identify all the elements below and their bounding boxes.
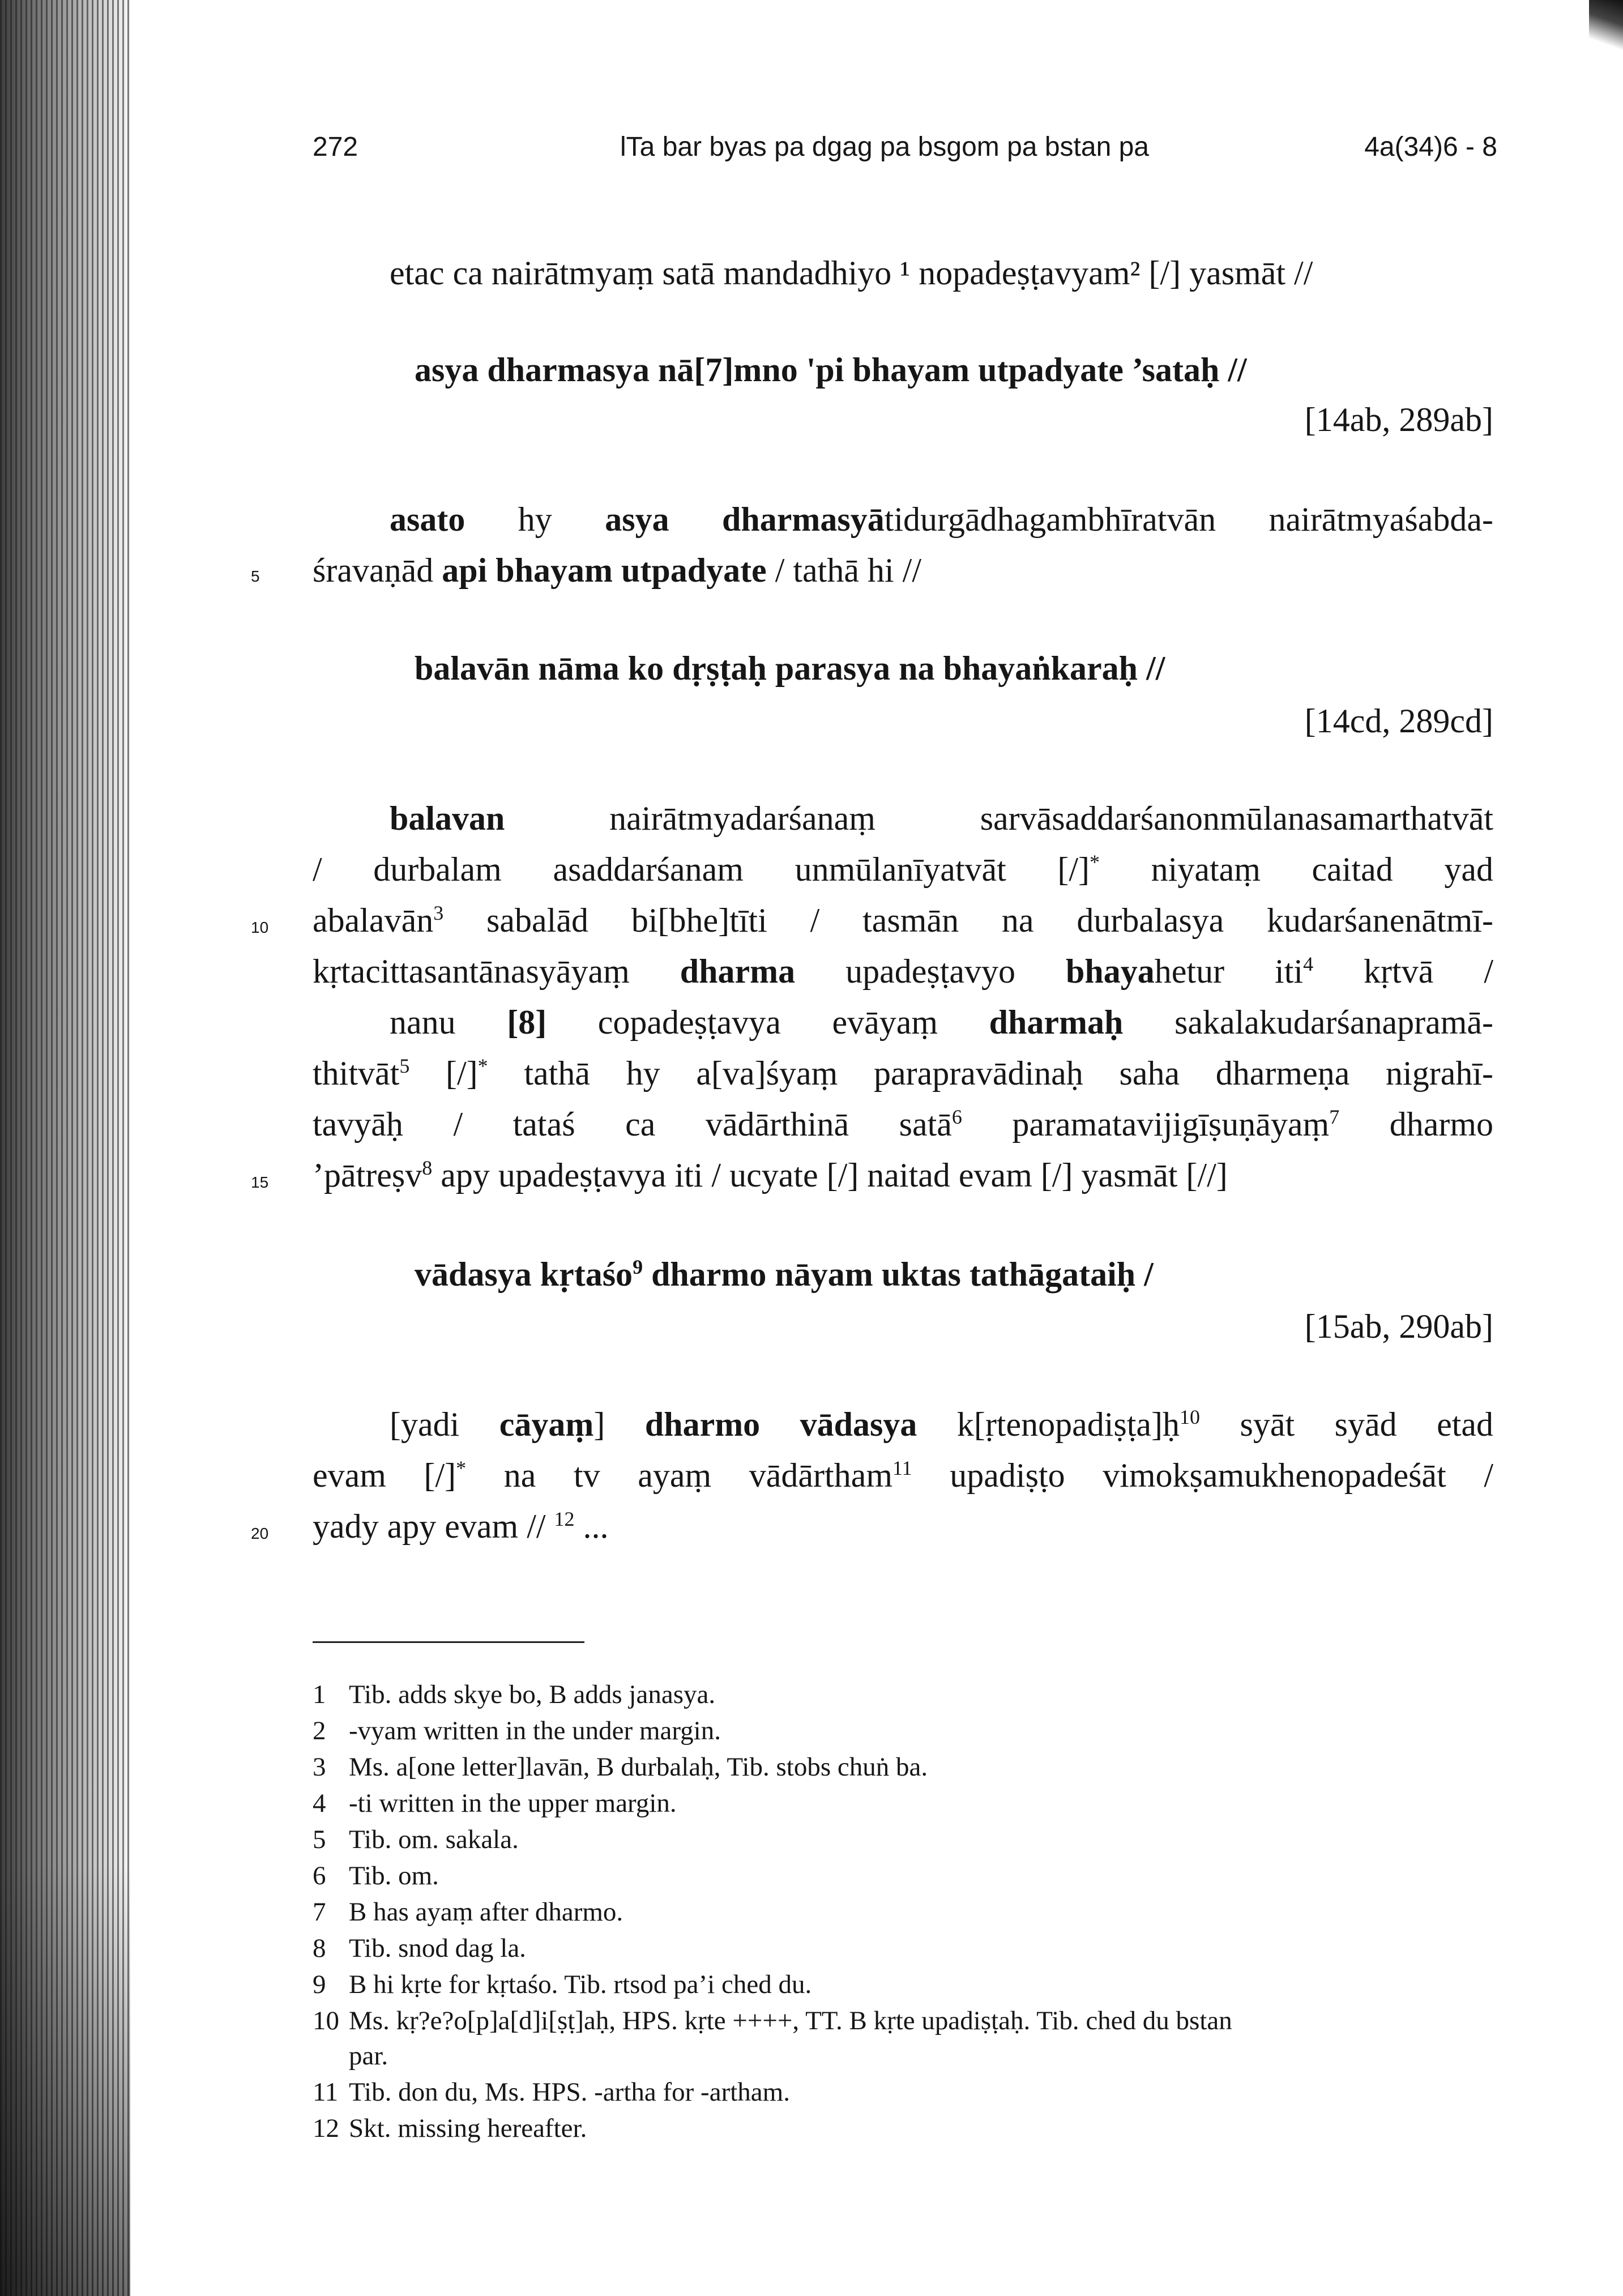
footnote-number: 9	[313, 1970, 326, 1999]
folio-reference: 4a(34)6 - 8	[1364, 132, 1497, 162]
footnote-marker: 5	[399, 1055, 410, 1077]
text-run: nanu	[390, 1004, 507, 1041]
footnote-rule	[313, 1641, 584, 1643]
footnote-marker: 9	[633, 1256, 643, 1278]
running-title: lTa bar byas pa dgag pa bsgom pa bstan pa	[620, 132, 1149, 162]
text-run: [yadi	[390, 1406, 499, 1443]
text-line-13	[313, 1048, 1493, 1099]
footnote	[313, 1749, 1493, 1785]
text-run: ’pātreṣv	[313, 1156, 422, 1194]
text-line-8	[313, 793, 1493, 844]
text-run: dharmo	[1339, 1106, 1494, 1143]
text-run: copadeṣṭavya evāyaṃ	[546, 1004, 989, 1041]
footnote	[313, 1966, 1493, 2003]
footnote-number: 4	[313, 1789, 326, 1818]
verse-14cd: balavān nāma ko dṛṣṭaḥ parasya na bhayaṅkaraḥ //	[415, 650, 1165, 687]
footnote-marker: 12	[554, 1508, 575, 1530]
footnote-number: 11	[313, 2077, 339, 2107]
text-run: śravaṇād	[313, 552, 442, 589]
footnote-text: Ms. kṛ?e?o[p]a[d]i[ṣṭ]aḥ, HPS. kṛte ++++, TT. B kṛte upadiṣṭaḥ. Tib. ched du bstan	[349, 2006, 1232, 2035]
text-line-12	[313, 997, 1493, 1048]
page-corner-shadow	[1589, 0, 1623, 51]
text-run: tavyāḥ / tataś ca vādārthinā satā	[313, 1106, 952, 1143]
footnote	[313, 2074, 1493, 2110]
footnote-text: Tib. om. sakala.	[349, 1825, 519, 1854]
footnote-marker: 6	[951, 1106, 962, 1128]
footnote	[313, 1930, 1493, 1966]
text-run: evam [/]	[313, 1457, 456, 1494]
footnote-text: -vyam written in the under margin.	[349, 1716, 721, 1746]
text-line-19	[313, 1450, 1493, 1501]
text-run: kṛtacittasantānasyāyaṃ	[313, 953, 680, 990]
verse-ref-14cd: [14cd, 289cd]	[1304, 702, 1493, 740]
line-number: 5	[251, 567, 260, 585]
footnote	[313, 1894, 1493, 1930]
footnote	[313, 2110, 1493, 2146]
footnote-number: 10	[313, 2006, 339, 2035]
footnote-text: -ti written in the upper margin.	[349, 1789, 677, 1818]
verse-ref-14ab: [14ab, 289ab]	[1304, 401, 1493, 438]
text-run: [/]	[409, 1055, 478, 1092]
footnote-text: Tib. om.	[349, 1861, 439, 1890]
text-run: / tathā hi //	[766, 552, 921, 589]
footnote-continuation	[349, 2038, 1530, 2074]
line-number: 20	[251, 1525, 269, 1542]
text-run: sabalād bi[bhe]tīti / tasmān na durbalasya kudarśanenātmī-	[443, 902, 1493, 939]
footnote-number: 5	[313, 1825, 326, 1854]
footnote-text: Ms. a[one letter]lavān, B durbalaḥ, Tib. stobs chuṅ ba.	[349, 1752, 928, 1782]
footnote-marker: 10	[1180, 1406, 1201, 1428]
lemma: bhaya	[1066, 953, 1155, 990]
verse-ref-15ab: [15ab, 290ab]	[1304, 1308, 1493, 1345]
lemma: balavan	[390, 800, 505, 837]
footnote	[313, 2003, 1493, 2039]
text-run: tathā hy a[va]śyaṃ parapravādinaḥ saha dharmeṇa nigrahī-	[488, 1055, 1493, 1092]
text-run: yady apy evam //	[313, 1508, 554, 1545]
text-run: na tv ayaṃ vādārtham	[466, 1457, 893, 1494]
footnote-number: 8	[313, 1934, 326, 1963]
footnote	[313, 1676, 1493, 1713]
verse-14ab: asya dharmasya nā[7]mno 'pi bhayam utpadyate ’sataḥ //	[415, 351, 1247, 389]
page-number: 272	[313, 132, 358, 162]
page-marker: [8]	[507, 1004, 547, 1041]
footnote	[313, 1821, 1493, 1858]
footnote-text: Tib. don du, Ms. HPS. -artha for -artham.	[349, 2077, 790, 2107]
text-run: upadeṣṭavyo	[795, 953, 1066, 990]
footnote-number: 3	[313, 1752, 326, 1782]
footnote-marker: *	[456, 1457, 467, 1479]
text-run: hy	[465, 501, 605, 538]
footnote-number: 1	[313, 1680, 326, 1709]
footnote-text: B hi kṛte for kṛtaśo. Tib. rtsod pa’i ched du.	[349, 1970, 812, 1999]
text-line-15	[313, 1150, 1493, 1201]
text-run: abalavān	[313, 902, 434, 939]
footnote-number: 2	[313, 1716, 326, 1746]
text-line-4	[313, 494, 1493, 545]
footnote-marker: 8	[422, 1156, 433, 1179]
lemma: api bhayam utpadyate	[442, 552, 767, 589]
text-run: vādasya kṛtaśo	[415, 1256, 633, 1293]
text-run: syāt syād etad	[1200, 1406, 1494, 1443]
footnote	[313, 1713, 1493, 1749]
verse-15ab	[313, 1249, 1493, 1300]
footnote-text: Tib. adds skye bo, B adds janasya.	[349, 1680, 716, 1709]
text-line-5	[313, 545, 1493, 596]
lemma: dharma	[680, 953, 796, 990]
text-line-1: etac ca nairātmyaṃ satā mandadhiyo ¹ nopadeṣṭavyam² [/] yasmāt //	[390, 254, 1313, 292]
text-line-11	[313, 946, 1493, 997]
footnote-marker: 7	[1329, 1106, 1340, 1128]
spine-gutter-shade	[0, 1866, 130, 2296]
footnote-number: 7	[313, 1897, 326, 1927]
text-run: ...	[574, 1508, 609, 1545]
text-line-9	[313, 844, 1493, 895]
text-line-10	[313, 895, 1493, 946]
text-run: niyataṃ caitad yad	[1100, 851, 1493, 888]
footnote-text: Tib. snod dag la.	[349, 1934, 526, 1963]
text-run: ]	[593, 1406, 645, 1443]
footnote-text: B has ayaṃ after dharmo.	[349, 1897, 623, 1927]
footnote	[313, 1858, 1493, 1894]
footnote-marker: *	[477, 1055, 488, 1077]
text-run: / durbalam asaddarśanam unmūlanīyatvāt [/]	[313, 851, 1090, 888]
lemma: asato	[390, 501, 465, 538]
footnote-marker: 11	[892, 1457, 912, 1479]
footnote	[313, 1785, 1493, 1821]
line-number: 15	[251, 1173, 269, 1191]
footnote-number: 6	[313, 1861, 326, 1890]
footnote-marker: 4	[1303, 953, 1314, 975]
text-line-14	[313, 1099, 1493, 1150]
footnote-marker: 3	[433, 902, 444, 924]
text-line-20	[313, 1501, 1493, 1552]
footnote-text: par.	[349, 2041, 388, 2071]
lemma: asya dharmasyā	[605, 501, 885, 538]
lemma: cāyaṃ	[499, 1406, 594, 1443]
line-number: 10	[251, 919, 269, 936]
text-run: sakalakudarśanapramā-	[1123, 1004, 1493, 1041]
text-run: dharmo nāyam uktas tathāgataiḥ /	[643, 1256, 1154, 1293]
lemma: dharmaḥ	[989, 1004, 1124, 1041]
lemma: dharmo vādasya	[644, 1406, 917, 1443]
text-run: tidurgādhagambhīratvān nairātmyaśabda-	[884, 501, 1493, 538]
text-run: k[ṛtenopadiṣṭa]ḥ	[917, 1406, 1180, 1443]
footnote-text: Skt. missing hereafter.	[349, 2114, 587, 2143]
footnote-number: 12	[313, 2114, 339, 2143]
text-line-18	[313, 1399, 1493, 1450]
text-run: thitvāt	[313, 1055, 400, 1092]
text-run: paramatavijigīṣuṇāyaṃ	[962, 1106, 1330, 1143]
text-run: upadiṣṭo vimokṣamukhenopadeśāt /	[912, 1457, 1494, 1494]
text-run: apy upadeṣṭavya iti / ucyate [/] naitad evam [/] yasmāt [//]	[432, 1156, 1228, 1194]
text-run: nairātmyadarśanaṃ sarvāsaddarśanonmūlanasamarthatvāt	[505, 800, 1493, 837]
text-run: hetur iti	[1154, 953, 1304, 990]
text-run: kṛtvā /	[1313, 953, 1494, 990]
footnote-marker: *	[1090, 851, 1100, 873]
